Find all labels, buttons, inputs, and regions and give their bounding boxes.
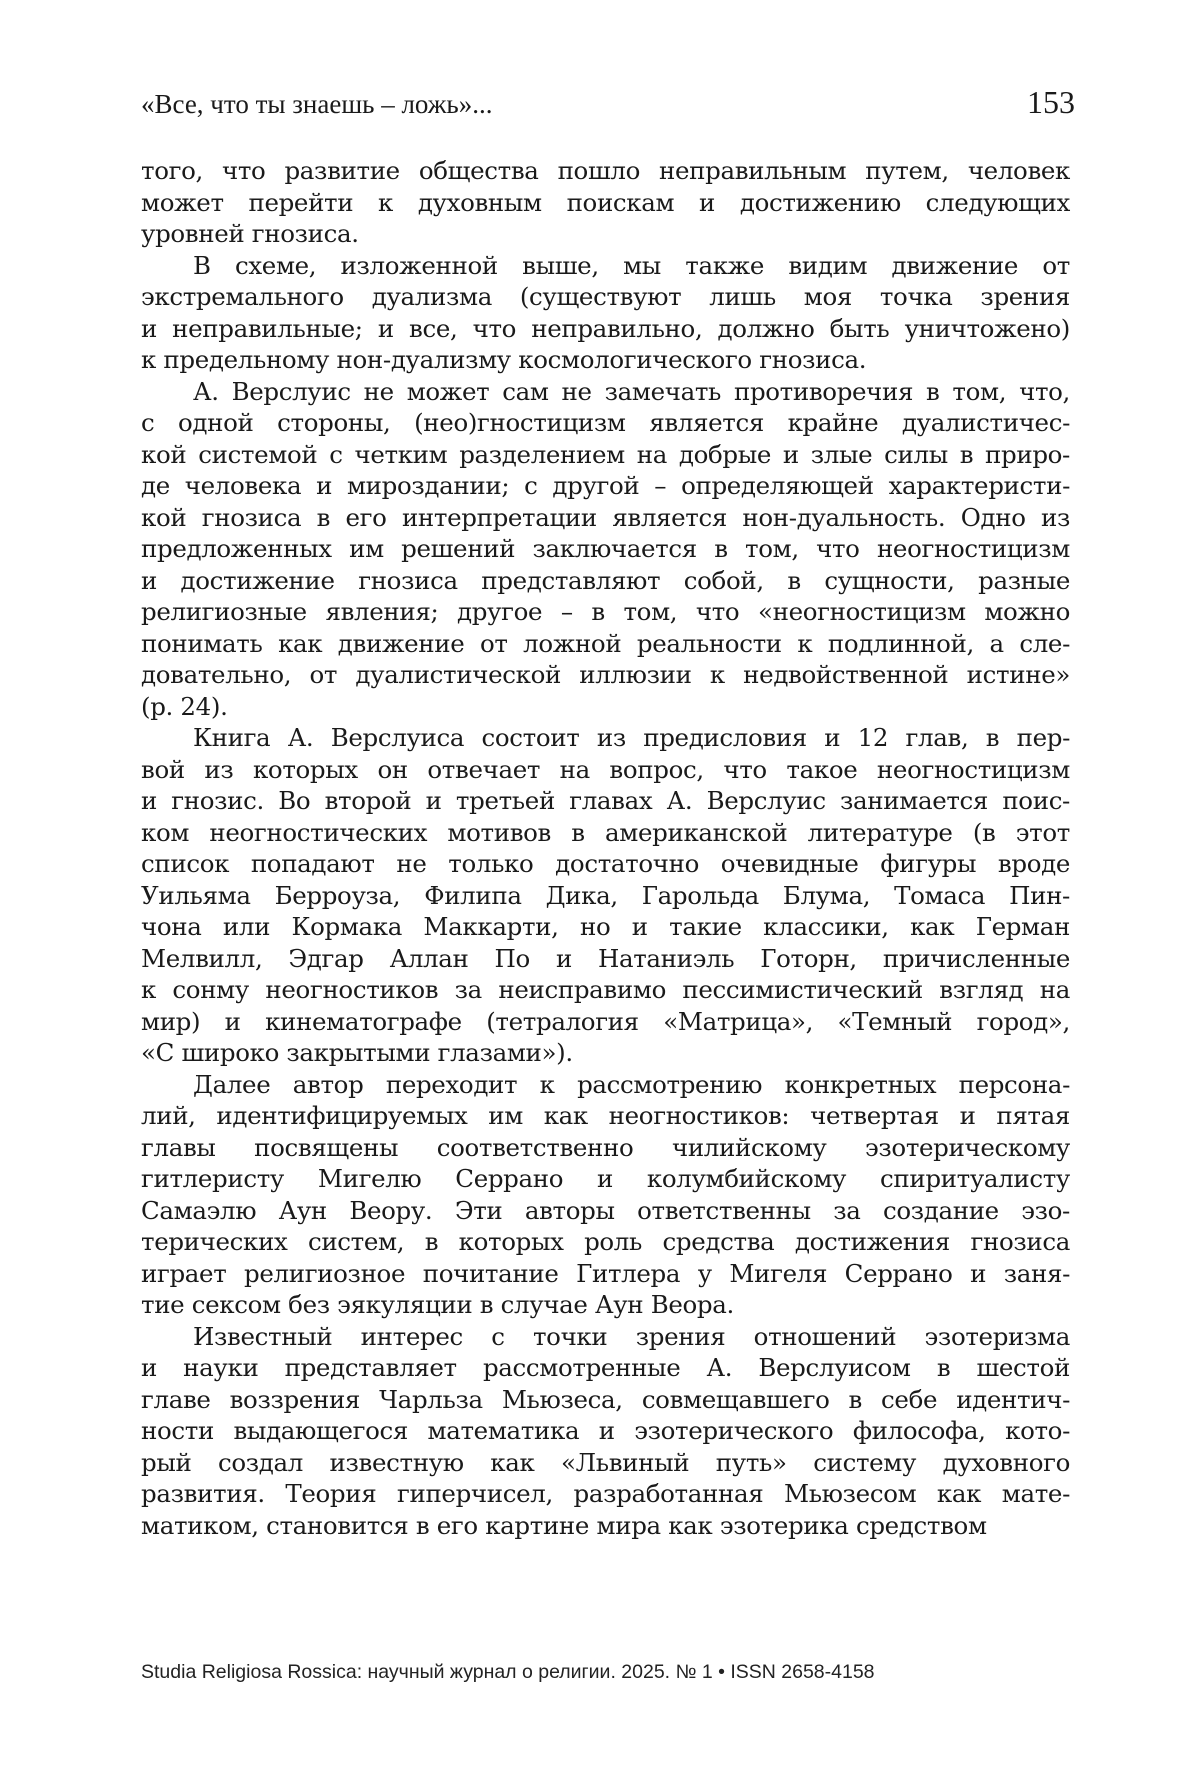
text-line: рый создал известную как «Львиный путь» систему духовного [141,1447,1070,1477]
text-line: довательно, от дуалистической иллюзии к недвойственной истине» [141,660,1070,689]
article-body [141,155,1070,1541]
text-line: может перейти к духовным поискам и достижению следующих [141,187,1070,217]
text-line: «С широко закрытыми глазами»). [141,1038,573,1067]
text-line: уровней гнозиса. [141,219,359,248]
text-line: ности выдающегося математика и эзотерического философа, кото- [141,1416,1070,1445]
text-line: главе воззрения Чарльза Мьюзеса, совмещавшего в себе идентич- [141,1384,1070,1414]
text-line: и неправильные; и все, что неправильно, должно быть уничтожено) [141,313,1070,343]
text-line: главы посвящены соответственно чилийскому эзотерическому [141,1132,1070,1162]
text-line: лий, идентифицируемых им как неогностиков: четвертая и пятая [141,1101,1070,1130]
paragraph [141,722,1070,1069]
text-line: Мелвилл, Эдгар Аллан По и Натаниэль Готорн, причисленные [141,943,1070,973]
text-line: того, что развитие общества пошло неправильным путем, человек [141,156,1070,185]
paragraph [141,155,1070,250]
text-line: экстремального дуализма (существуют лишь моя точка зрения [141,282,1070,311]
text-line: предложенных им решений заключается в том, что неогностицизм [141,534,1070,563]
text-line: (p. 24). [141,691,228,721]
paragraph [141,1321,1070,1542]
text-line: матиком, становится в его картине мира как эзотерика средством [141,1510,987,1540]
text-line: тие сексом без эякуляции в случае Аун Веора. [141,1290,734,1319]
text-line: религиозные явления; другое – в том, что «неогностицизм можно [141,597,1070,626]
text-line: Известный интерес с точки зрения отношений эзотеризма [193,1321,1070,1351]
journal-footer: Studia Religiosa Rossica: научный журнал о религии. 2025. № 1 • ISSN 2658-4158 [141,1661,875,1683]
text-line: и достижение гнозиса представляют собой, в сущности, разные [141,565,1070,595]
paragraph [141,250,1070,376]
text-line: список попадают не только достаточно очевидные фигуры вроде [141,849,1070,878]
running-title: «Все, что ты знаешь – ложь»... [141,89,493,119]
text-line: кой системой с четким разделением на добрые и злые силы в приро- [141,439,1070,469]
text-line: В схеме, изложенной выше, мы также видим движение от [193,250,1070,280]
text-line: к сонму неогностиков за неисправимо пессимистический взгляд на [141,975,1070,1004]
page-number: 153 [1027,84,1075,120]
text-line: к предельному нон-дуализму космологического гнозиса. [141,345,867,374]
text-line: де человека и мироздании; с другой – определяющей характеристи- [141,471,1070,500]
text-line: А. Верслуис не может сам не замечать противоречия в том, что, [193,376,1070,406]
text-line: с одной стороны, (нео)гностицизм является крайне дуалистичес- [141,408,1070,437]
text-line: чона или Кормака Маккарти, но и такие классики, как Герман [141,912,1070,941]
text-line: терических систем, в которых роль средства достижения гнозиса [141,1227,1070,1256]
text-line: и гнозис. Во второй и третьей главах А. Верслуис занимается поис- [141,786,1070,815]
text-line: Далее автор переходит к рассмотрению конкретных персона- [193,1069,1070,1099]
text-line: гитлеристу Мигелю Серрано и колумбийскому спиритуалисту [141,1164,1070,1193]
text-line: развития. Теория гиперчисел, разработанная Мьюзесом как мате- [141,1479,1070,1508]
text-line: Самаэлю Аун Веору. Эти авторы ответственны за создание эзо- [141,1195,1070,1225]
text-line: и науки представляет рассмотренные А. Верслуисом в шестой [141,1353,1070,1382]
paragraph [141,1069,1070,1321]
text-line: кой гнозиса в его интерпретации является нон-дуальность. Одно из [141,502,1070,532]
text-line: играет религиозное почитание Гитлера у Мигеля Серрано и заня- [141,1258,1070,1288]
text-line: ком неогностических мотивов в американской литературе (в этот [141,817,1070,847]
text-line: Уильяма Берроуза, Филипа Дика, Гарольда Блума, Томаса Пин- [141,880,1070,910]
text-line: мир) и кинематографе (тетралогия «Матрица», «Темный город», [141,1006,1070,1036]
paragraph [141,376,1070,723]
text-line: понимать как движение от ложной реальности к подлинной, а сле- [141,628,1070,658]
text-line: Книга А. Верслуиса состоит из предисловия и 12 глав, в пер- [193,723,1070,752]
text-line: вой из которых он отвечает на вопрос, что такое неогностицизм [141,754,1070,784]
